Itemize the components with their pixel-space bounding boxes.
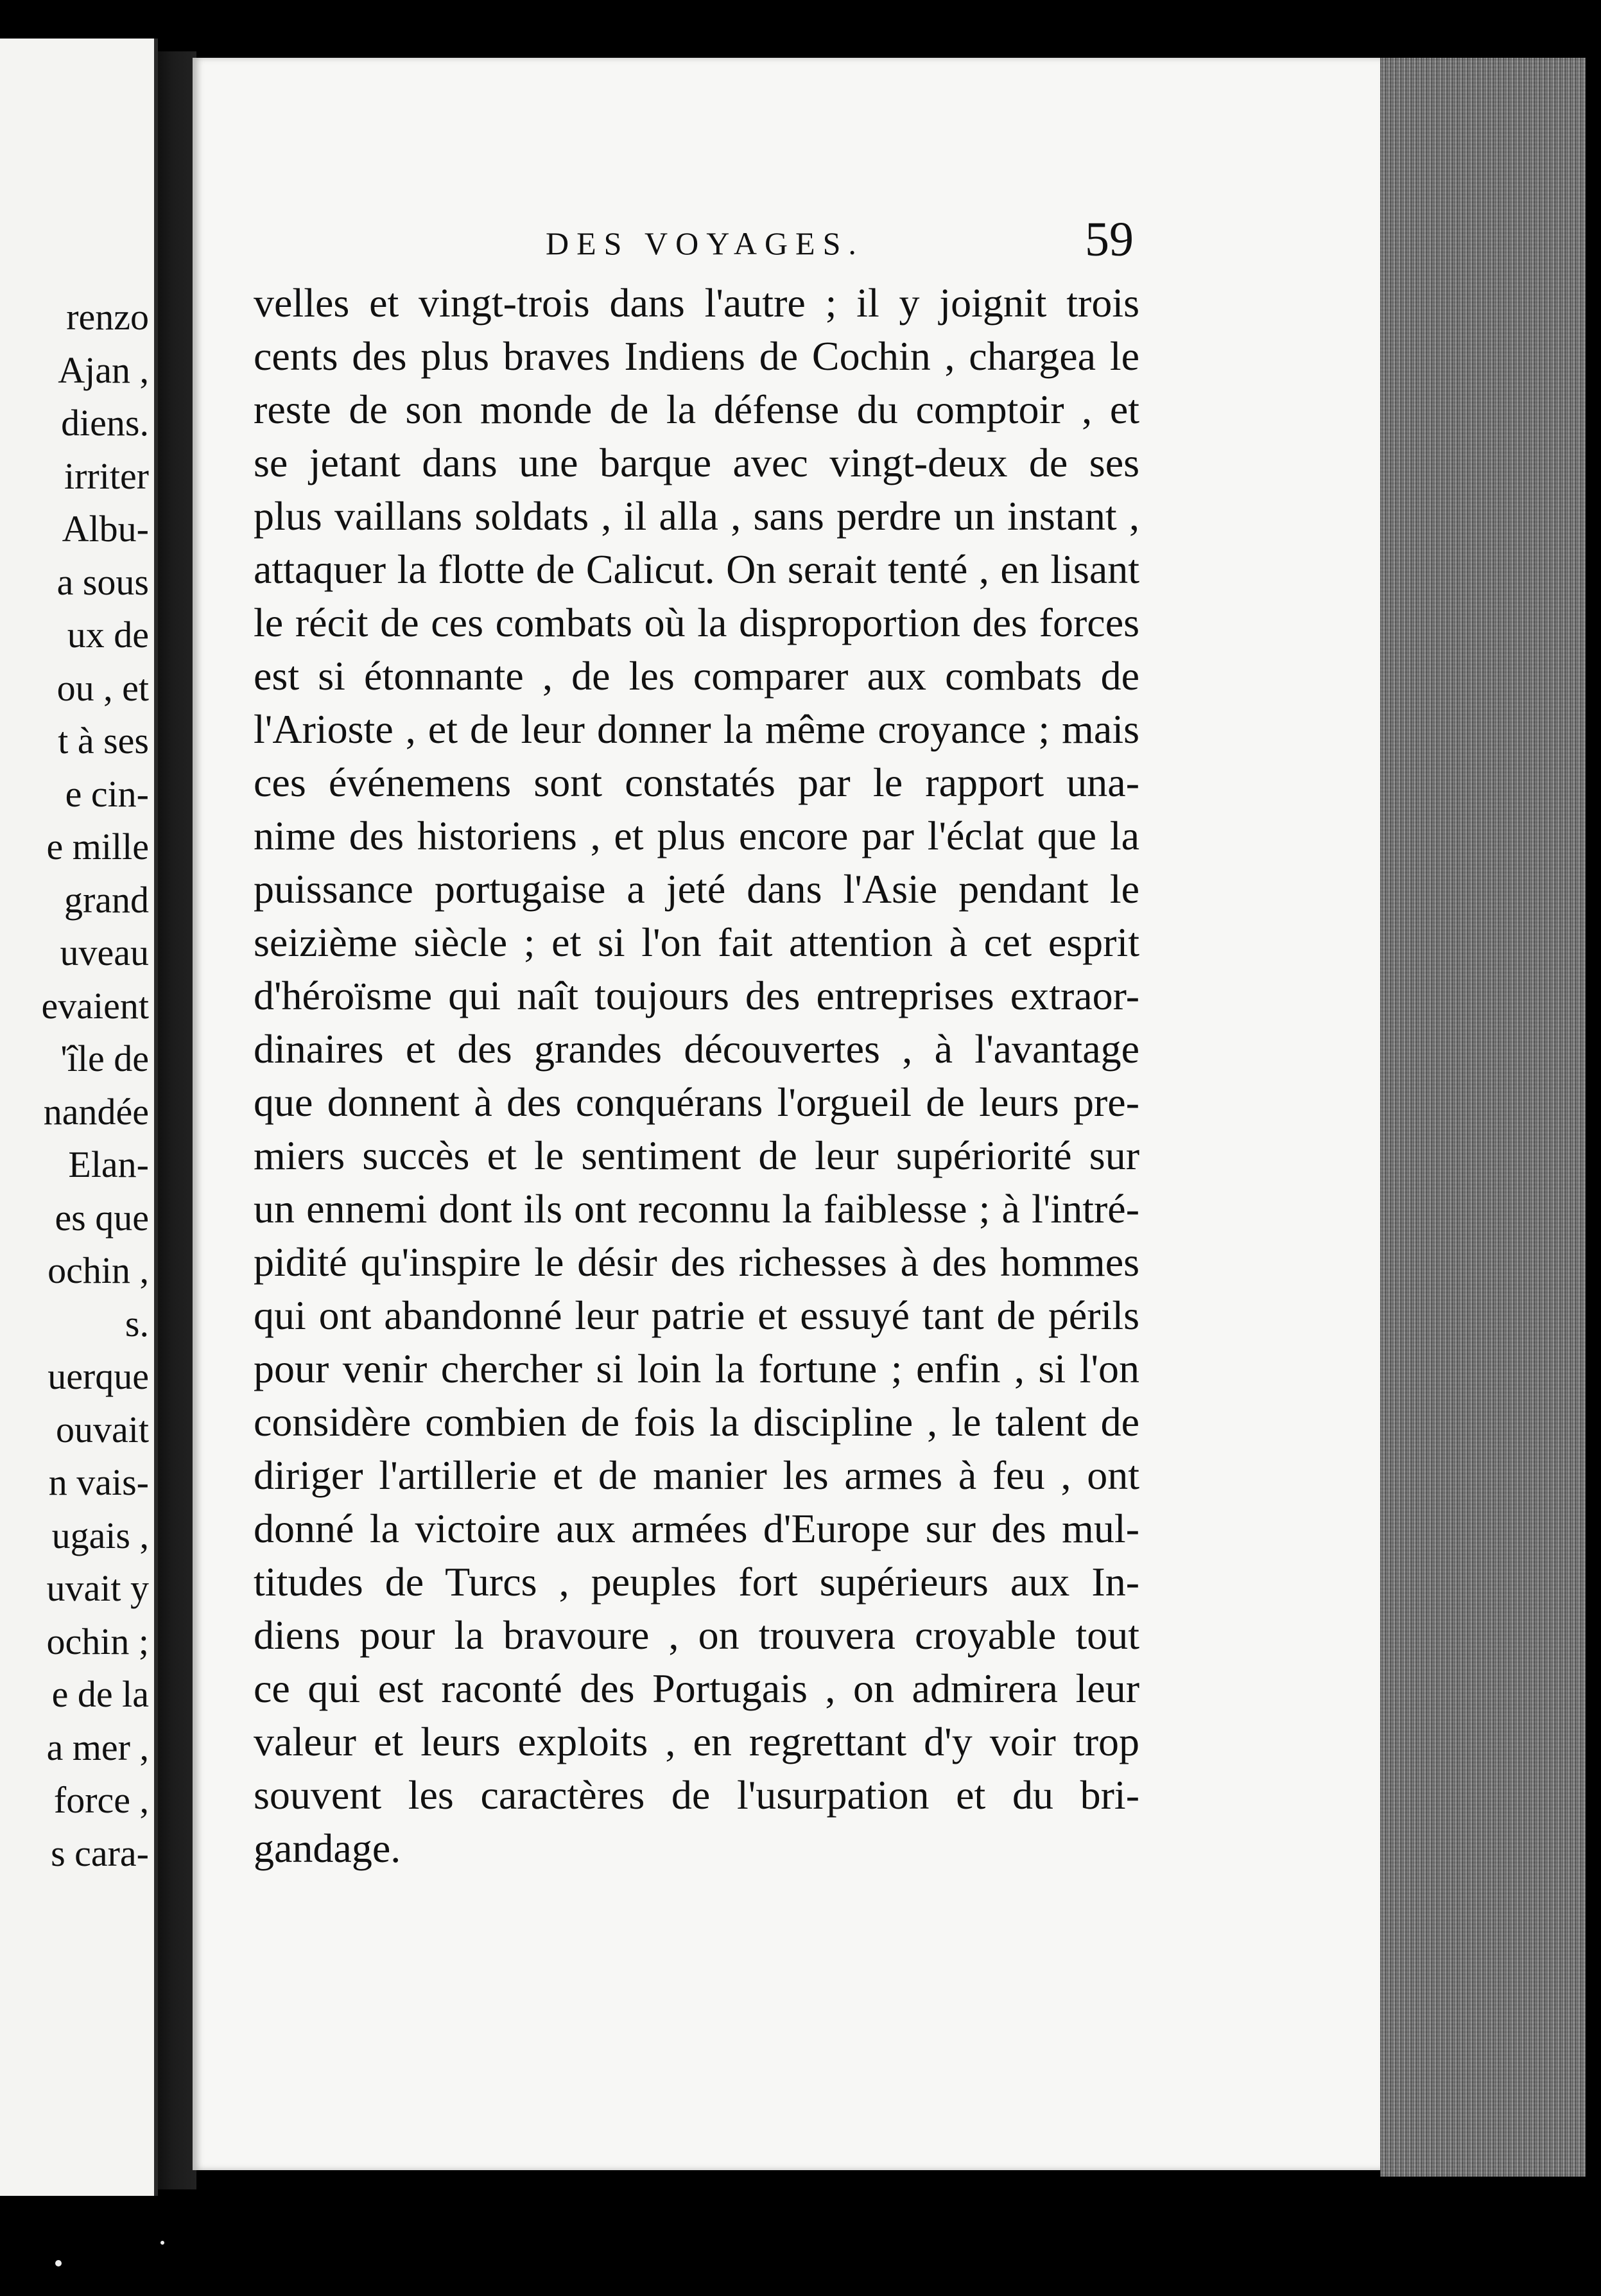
body-line: un ennemi dont ils ont reconnu la faiblesse ; à l'intré-: [254, 1186, 1139, 1231]
body-line: plus vaillans soldats , il alla , sans perdre un instant ,: [254, 493, 1139, 539]
body-line: dinaires et des grandes découvertes , à l'avantage: [254, 1026, 1139, 1072]
left-page-line: Albu-: [62, 508, 149, 550]
left-page-line: es que: [55, 1196, 149, 1239]
body-line: donné la victoire aux armées d'Europe sur des mul-: [254, 1506, 1139, 1551]
left-page-line: ouvait: [56, 1408, 149, 1450]
left-page-line: 'île de: [60, 1038, 149, 1079]
left-page-line: Ajan ,: [58, 349, 149, 391]
left-page-line: ux de: [67, 614, 149, 656]
body-line: puissance portugaise a jeté dans l'Asie pendant le: [254, 866, 1139, 912]
left-page-line: force ,: [53, 1779, 149, 1821]
body-line: cents des plus braves Indiens de Cochin , chargea le: [254, 333, 1139, 379]
left-page-line: s cara-: [51, 1832, 149, 1874]
left-page-line: ochin ,: [48, 1249, 149, 1291]
body-line: ce qui est raconté des Portugais , on admirera leur: [254, 1665, 1139, 1711]
body-line: seizième siècle ; et si l'on fait attention à cet esprit: [254, 919, 1139, 965]
left-page-line: n vais-: [48, 1461, 149, 1503]
page-number: 59: [1085, 213, 1134, 266]
left-page-line: ugais ,: [51, 1514, 149, 1556]
body-text: [254, 276, 1139, 1875]
page-edges: [1380, 58, 1586, 2177]
body-line: est si étonnante , de les comparer aux combats de: [254, 653, 1139, 699]
left-page-line: nandée: [43, 1090, 149, 1133]
left-page-line: irriter: [64, 455, 149, 497]
left-page-line: a mer ,: [46, 1726, 149, 1768]
body-line: pour venir chercher si loin la fortune ; enfin , si l'on: [254, 1346, 1139, 1391]
left-page-line: e de la: [51, 1673, 149, 1715]
book-gutter: [158, 51, 196, 2189]
body-line: l'Arioste , et de leur donner la même croyance ; mais: [254, 706, 1139, 752]
left-page-line: e cin-: [65, 772, 149, 815]
left-page-line: e mille: [46, 826, 149, 867]
body-line: considère combien de fois la discipline , le talent de: [254, 1399, 1139, 1445]
body-line: qui ont abandonné leur patrie et essuyé tant de périls: [254, 1292, 1139, 1338]
body-line: titudes de Turcs , peuples fort supérieurs aux In-: [254, 1559, 1139, 1605]
body-line: valeur et leurs exploits , en regrettant d'y voir trop: [254, 1719, 1139, 1764]
left-page-line: ou , et: [56, 666, 149, 709]
body-line: miers succès et le sentiment de leur supériorité sur: [254, 1133, 1139, 1178]
left-page-line: grand: [64, 878, 149, 921]
left-page-line: diens.: [61, 402, 149, 444]
body-line: reste de son monde de la défense du comptoir , et: [254, 387, 1139, 432]
left-page-line: t à ses: [58, 720, 149, 761]
running-head: DES VOYAGES.: [546, 225, 864, 261]
left-page-line: evaient: [41, 984, 149, 1027]
body-line: ces événemens sont constatés par le rapport una-: [254, 760, 1139, 805]
body-line: gandage.: [254, 1825, 401, 1871]
left-page-line: uveau: [60, 932, 149, 973]
body-line: diens pour la bravoure , on trouvera croyable tout: [254, 1612, 1139, 1658]
dust-speck: [55, 2260, 62, 2266]
body-line: que donnent à des conquérans l'orgueil de leurs pre-: [254, 1079, 1139, 1125]
left-page-line: renzo: [66, 296, 149, 338]
left-page-line: Elan-: [68, 1144, 149, 1185]
left-page-line: s.: [125, 1302, 149, 1344]
body-line: velles et vingt-trois dans l'autre ; il y joignit trois: [254, 280, 1139, 326]
left-page-line: uvait y: [46, 1567, 149, 1609]
dust-speck: [160, 2241, 164, 2245]
body-line: le récit de ces combats où la disproportion des forces: [254, 600, 1139, 645]
left-page-line: ochin ;: [46, 1620, 149, 1662]
body-line: pidité qu'inspire le désir des richesses à des hommes: [254, 1239, 1139, 1285]
body-line: diriger l'artillerie et de manier les armes à feu , ont: [254, 1452, 1139, 1498]
body-line: nime des historiens , et plus encore par l'éclat que la: [254, 813, 1139, 858]
body-line: d'héroïsme qui naît toujours des entreprises extraor-: [254, 973, 1139, 1018]
left-page-line: uerque: [48, 1355, 149, 1397]
left-page-line: a sous: [56, 561, 149, 603]
body-line: attaquer la flotte de Calicut. On serait tenté , en lisant: [254, 546, 1139, 592]
body-line: souvent les caractères de l'usurpation et du bri-: [254, 1772, 1139, 1818]
body-line: se jetant dans une barque avec vingt-deux de ses: [254, 440, 1139, 485]
facing-left-page: [0, 39, 158, 2196]
